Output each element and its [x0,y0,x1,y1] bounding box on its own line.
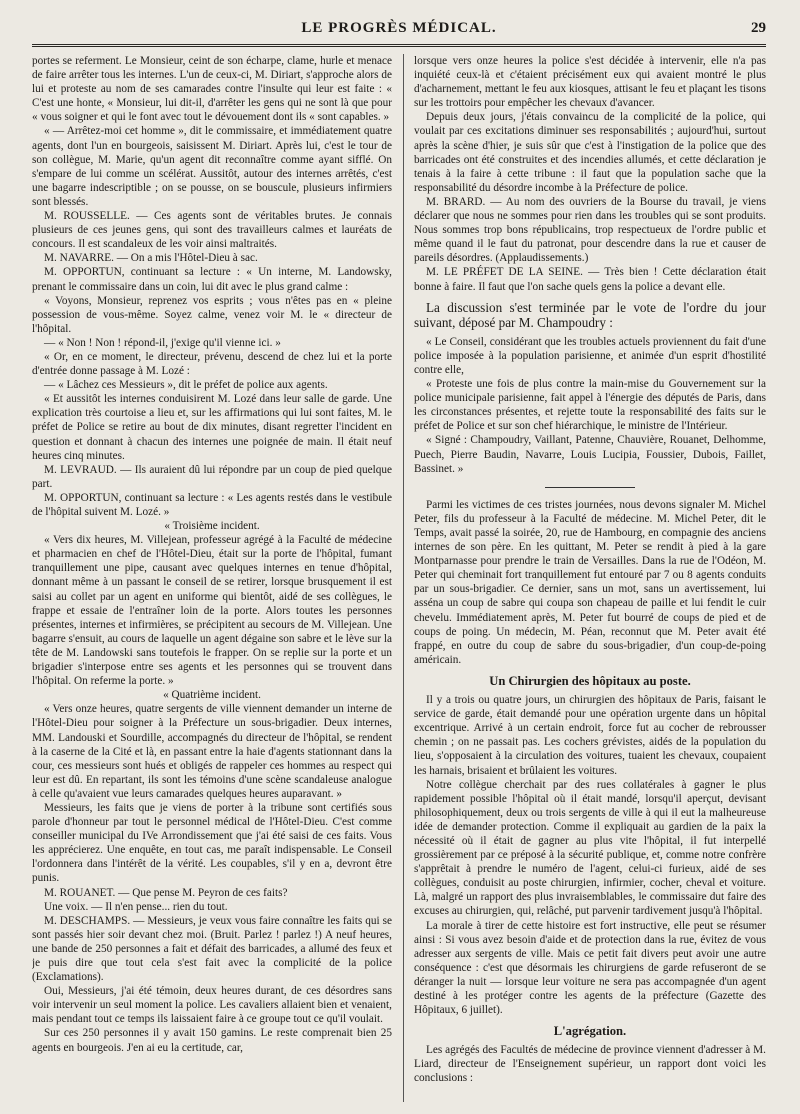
paragraph: « Voyons, Monsieur, reprenez vos esprits ; vous n'êtes pas en « pleine possession de vous-même. Soyez calme, venez voir M. le « directeur de l'hôpital. [32,294,392,335]
paragraph: « Et aussitôt les internes conduisirent M. Lozé dans leur salle de garde. Une explication très courtoise a lieu et, sur les affirmations qui lui sont faites, M. le préfet de Police se retire au bout de dix minutes, disant regretter l'incident en question et donnant à chacun des internes une poignée de main. Il était neuf heures cinq minutes. [32,393,392,462]
paragraph: Une voix. — Il n'en pense... rien du tout. [44,900,228,913]
paragraph: Oui, Messieurs, j'ai été témoin, deux heures durant, de ces désordres sans voir intervenir un seul moment la police. Les cavaliers allaient bien et venaient, mais pendant tout ce temps ils laissaient faire à ce groupe tout ce qu'il voulait. [32,985,392,1026]
section-heading: L'agrégation. [553,1024,627,1039]
paragraph: Les agrégés des Facultés de médecine de province viennent d'adresser à M. Liard, directeur de l'Enseignement supérieur, un rapport dont voici les conclusions : [414,1044,766,1085]
paragraph: « Signé : Champoudry, Vaillant, Patenne, Chauvière, Rouanet, Delhomme, Puech, Pierre Baudin, Navarre, Louis Lucipia, Foussier, Dubois, Faillet, Bassinet. » [414,434,766,475]
paragraph: « — Arrêtez-moi cet homme », dit le commissaire, et immédiatement quatre agents, dont l'un en bourgeois, saisissent M. Diriart. Après lui, c'est le tour de son collègue, M. Marie, qu'un agent dit reconnaître comme ayant sifflé. On s'empare de lui comme un scélérat. Aussitôt, autour des internes arrêtés, c'est une bagarre indescriptible ; on se pousse, on se bouscule, plusieurs infirmiers sont blessés. [32,125,392,208]
paragraph: La discussion s'est terminée par le vote de l'ordre du jour suivant, déposé par M. Champoudry : [414,299,766,331]
paragraph: M. LE PRÉFET DE LA SEINE. — Très bien ! Cette déclaration était bonne à faire. Il faut que l'on sache quels gens la police a devant elle. [414,266,766,293]
paragraph: « Proteste une fois de plus contre la main-mise du Gouvernement sur la police municipale parisienne, fait appel à l'énergie des députés de Paris, dans les circonstances présentes, et rejette toute la responsabilité des faits sur le préfet de Police et sur son chef hiérarchique, le ministre de l'Intérieur. [414,378,766,433]
column-divider [403,54,404,1102]
paragraph: Messieurs, les faits que je viens de porter à la tribune sont certifiés sous parole d'honneur par tout le personnel médical de l'Hôtel-Dieu. C'est comme conseiller municipal du IVe Arrondissement que j'ai été saisi de ces faits. Vous les apprécierez. Une enquête, en tout cas, me paraît indispensable. Le Conseil l'ordonnera dans l'intérêt de la vérité. Les coupables, s'il y en a, devront être punis. [32,801,392,885]
paragraph: M. LEVRAUD. — Ils auraient dû lui répondre par un coup de pied quelque part. [32,463,392,490]
paragraph: « Troisième incident. [164,520,260,533]
paragraph: lorsque vers onze heures la police s'est décidée à intervenir, elle n'a pas inquiété ceux-là et c'étaient précisément eux qui avaient montré le plus d'acharnement, mettant le feu aux kiosques, attisant le feu et plaçant les tisons sur les trottoirs pour empêcher les chevaux d'avancer. [414,55,766,110]
paragraph: « Vers dix heures, M. Villejean, professeur agrégé à la Faculté de médecine et pharmacien en chef de l'Hôtel-Dieu, était sur la porte de l'hôpital, fumant tranquillement une pipe, causant avec quelques internes en tenue d'hôpital, donnant même à un passant le conseil de se retirer, lorsque brusquement il est saisi au collet par un agent en uniforme qui bientôt, aidé de ses collègues, le frappe et essaie de l'entraîner loin de la porte. Alors toutes les personnes présentes, internes et infirmières, se précipitent au secours de M. Villejean. Une bagarre s'ensuit, au cours de laquelle un agent dégaine son sabre et le lève sur la tête de M. Landowski sans toutefois le frapper. On se replie sur la porte et un brigadier s'interpose entre ses agents et les personnes qui se trouvent dans l'hôpital. On referme la porte. » [32,534,392,688]
paragraph: Il y a trois ou quatre jours, un chirurgien des hôpitaux de Paris, faisant le service de garde, était demandé pour une opération urgente dans un hôpital excentrique. Arrivé à un certain endroit, force fut au cocher de rebrousser chemin ; on ne passait pas. Les cochers grévistes, aidés de la population du lieu, s'opposaient à la circulation des voitures, tuaient les chevaux, coupaient les harnais, brisaient et brûlaient les voitures. [414,694,766,777]
left-column [32,54,392,1102]
paragraph: Depuis deux jours, j'étais convaincu de la complicité de la police, qui voulait par ces excitations diminuer ses responsabilités ; aujourd'hui, surtout après la scène d'hier, je suis sûr que c'est à l'instigation de la police que des barricades ont été construites et des incendies allumés, et cette déclaration je tenais à la faire à cette tribune : il faut que la population sache que la responsabilité du désordre incombe à la Préfecture de police. [414,111,766,194]
page-header [32,18,766,47]
paragraph: « Vers onze heures, quatre sergents de ville viennent demander un interne de l'Hôtel-Dieu pour soigner à la Préfecture un sous-brigadier. Deux internes, MM. Landouski et Sourdille, accompagnés du directeur de l'hôpital, se rendent à la caserne de la Cité et là, en passant entre la haie d'agents stationnant dans la cour, ces messieurs sont hués et obligés de rappeler ces hommes au respect qui leur est dû. En repartant, ils sont les témoins d'une scène scandaleuse analogue à celle qu'avaient vue leurs camarades quelques heures auparavant. » [32,703,392,800]
paragraph: M. ROUSSELLE. — Ces agents sont de véritables brutes. Je connais plusieurs de ces jeunes gens, qui sont des travailleurs calmes et lauréats de concours. Il est scandaleux de les voir ainsi maltraités. [32,210,392,251]
section-separator [414,480,766,494]
paragraph: La morale à tirer de cette histoire est fort instructive, elle peut se résumer ainsi : Si vous avez besoin d'aide et de protection dans la rue, évitez de vous adresser aux sergents de ville. Mais ce petit fait divers peut avoir une autre conséquence : c'est que désormais les chirurgiens de garde refuseront de se déranger la nuit — lorsque leur voiture ne sera pas accompagnée d'un agent destiné à les protéger contre les agents de la préfecture (Gazette des Hôpitaux, 6 juillet). [414,919,766,1017]
right-column [414,54,766,1102]
paragraph: M. OPPORTUN, continuant sa lecture : « Les agents restés dans le vestibule de l'hôpital suivent M. Lozé. » [32,491,392,518]
paragraph: M. NAVARRE. — On a mis l'Hôtel-Dieu à sac. [44,252,258,265]
paragraph: — « Non ! Non ! répond-il, j'exige qu'il vienne ici. » [44,336,281,349]
paragraph: Notre collègue cherchait par des rues collatérales à gagner le plus rapidement possible l'hôpital où il était mandé, lorsqu'il aperçut, devisant philosophiquement, deux ou trois sergents de ville à qui il eut la malheureuse idée de demander protection. Comme il expliquait au gardien de la paix la nécessité où il était de gagner au plus vite l'hôpital, il fut interpellé grossièrement par ce préposé à la sécurité publique, et, comme notre confrère s'apprêtait à prendre le numéro de l'agent, celui-ci furieux, aidé de ses collègues, conduisit au poste chirurgien, infirmier, cocher, cheval et voiture. Là, malgré un rapport des plus invraisemblables, le commissaire dut faire des excuses au chirurgien, qui, relâché, put parvenir tardivement jusqu'à l'hôpital. [414,778,766,918]
paragraph: M. BRARD. — Au nom des ouvriers de la Bourse du travail, je viens déclarer que nous ne sommes pour rien dans les troubles qui se sont produits. Nous sommes trop bons républicains, trop respectueux de l'ordre public et même quand il le faut du patronat, pour descendre dans la rue et causer de pareils désordres. (Applaudissements.) [414,195,766,265]
paragraph: « Le Conseil, considérant que les troubles actuels proviennent du fait d'une police imposée à la population parisienne, et animée d'un esprit d'hostilité contre elle, [414,335,766,376]
paragraph: M. DESCHAMPS. — Messieurs, je veux vous faire connaître les faits qui se sont passés hier soir devant chez moi. (Bruit. Parlez ! parlez !) A neuf heures, une bande de 250 personnes a fait et défait des barricades, a allumé des feux et je puis dire que tout cela s'est fait avec la complicité de la police (Exclamations). [32,914,392,984]
paragraph: portes se referment. Le Monsieur, ceint de son écharpe, clame, hurle et menace de faire arrêter tous les internes. L'un de ceux-ci, M. Diriart, s'approche alors de lui et proteste au nom de ses camarades contre l'insulte qui leur est faite : « C'est une honte, « Monsieur, lui dit-il, d'arrêter les gens qui ne sont là que pour « vous soigner et qui le font avec tout le dévouement dont ils « sont capables. » [32,55,392,124]
paragraph: Sur ces 250 personnes il y avait 150 gamins. Le reste comprenait bien 25 agents en bourgeois. J'en ai eu la certitude, car, [32,1027,392,1054]
paragraph: « Quatrième incident. [163,689,261,702]
paragraph: M. OPPORTUN, continuant sa lecture : « Un interne, M. Landowsky, prenant le commissaire dans un coin, lui dit avec le plus grand calme : [32,266,392,293]
paragraph: M. ROUANET. — Que pense M. Peyron de ces faits? [44,886,288,899]
page-number: 29 [751,20,766,36]
paragraph: Parmi les victimes de ces tristes journées, nous devons signaler M. Michel Peter, fils du professeur à la Faculté de médecine. M. Michel Peter, dit le Temps, avait passé la soirée, 20, rue de Hambourg, en compagnie des anciens internes de son père. En les quittant, M. Peter se rendit à pied à la gare Montparnasse pour prendre le train de Versailles. Dans la rue de l'Odéon, M. Peter qui cheminait fort tranquillement fut entouré par 7 ou 8 agents conduits par un sous-brigadier. Ce dernier, sans un mot, sans un avertissement, lui asséna un coup de sabre qui coupa son chapeau de paille et lui fendit le cuir chevelu. Immédiatement après, M. Peter fut bourré de coups de pied et de coups de poing. Un médecin, M. Péan, reconnut que M. Peter avait été frappé, en outre du coup de sabre du sous-brigadier, d'un coup-de-poing américain. [414,498,766,666]
paragraph: — « Lâchez ces Messieurs », dit le préfet de police aux agents. [44,379,328,392]
paragraph: « Or, en ce moment, le directeur, prévenu, descend de chez lui et la porte d'entrée donne passage à M. Lozé : [32,350,392,378]
journal-title: LE PROGRÈS MÉDICAL. [301,20,497,36]
section-heading: Un Chirurgien des hôpitaux au poste. [489,673,691,688]
